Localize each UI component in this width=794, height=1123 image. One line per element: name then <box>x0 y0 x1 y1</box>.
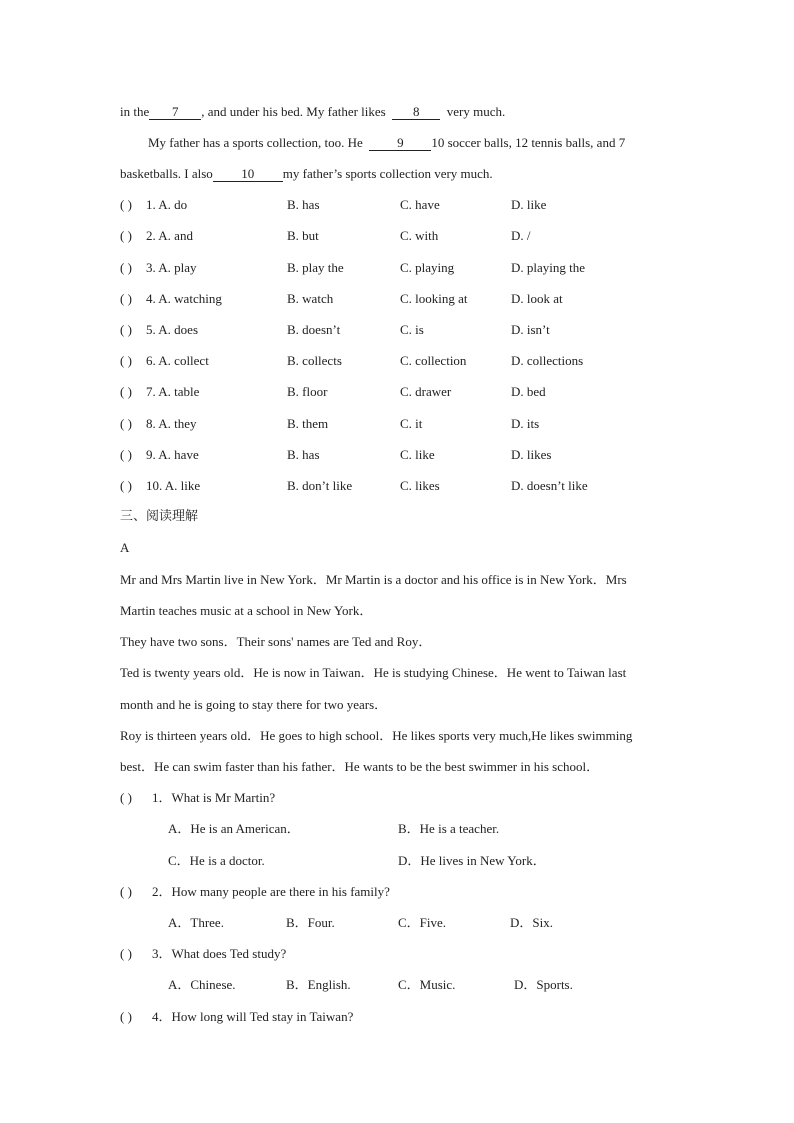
question-stem: 1．What is Mr Martin? <box>152 790 276 805</box>
option-c: C．He is a doctor. <box>168 853 265 868</box>
passage-line: They have two sons．Their sons' names are Ted and Roy． <box>120 634 432 649</box>
passage-line: month and he is going to stay there for two years． <box>120 697 388 712</box>
option-b: B．He is a teacher. <box>398 821 500 836</box>
option-a: 4. A. watching <box>146 291 222 306</box>
passage-line: Mr and Mrs Martin live in New York．Mr Martin is a doctor and his office is in New York．Mrs <box>120 572 627 587</box>
option-c: C. likes <box>400 478 440 493</box>
option-a: 6. A. collect <box>146 353 209 368</box>
text: my father’s sports collection very much. <box>282 166 493 181</box>
option-a: 10. A. like <box>146 478 201 493</box>
option-b: B. doesn’t <box>287 322 341 337</box>
text: in the <box>120 104 150 119</box>
option-a: 7. A. table <box>146 384 200 399</box>
option-a: 1. A. do <box>146 197 188 212</box>
answer-paren[interactable]: ( ) <box>120 447 132 462</box>
text: , and under his bed. My father likes <box>201 104 386 119</box>
option-c: C. drawer <box>400 384 452 399</box>
blank-9[interactable]: 9 <box>369 136 431 151</box>
text: 10 soccer balls, 12 tennis balls, and 7 <box>431 135 626 150</box>
answer-paren[interactable]: ( ) <box>120 260 132 275</box>
answer-paren[interactable]: ( ) <box>120 790 132 805</box>
text: My father has a sports collection, too. He <box>148 135 363 150</box>
option-d: D．He lives in New York． <box>398 853 546 868</box>
option-b: B. has <box>287 447 320 462</box>
passage-line: Ted is twenty years old．He is now in Taiwan．He is studying Chinese．He went to Taiwan last <box>120 665 627 680</box>
option-a: A．He is an American． <box>168 821 300 836</box>
option-b: B．English. <box>286 977 351 992</box>
answer-paren[interactable]: ( ) <box>120 946 132 961</box>
option-c: C. looking at <box>400 291 468 306</box>
question-stem: 4．How long will Ted stay in Taiwan? <box>152 1009 354 1024</box>
option-c: C. like <box>400 447 435 462</box>
option-c: C．Five. <box>398 915 447 930</box>
option-d: D. isn’t <box>511 322 550 337</box>
option-b: B. but <box>287 228 319 243</box>
passage-line: best．He can swim faster than his father．He wants to be the best swimmer in his school． <box>120 759 600 774</box>
option-d: D. bed <box>511 384 546 399</box>
text: basketballs. I also <box>120 166 213 181</box>
answer-paren[interactable]: ( ) <box>120 884 132 899</box>
option-a: 5. A. does <box>146 322 198 337</box>
answer-paren[interactable]: ( ) <box>120 353 132 368</box>
answer-paren[interactable]: ( ) <box>120 478 132 493</box>
option-b: B. collects <box>287 353 342 368</box>
answer-paren[interactable]: ( ) <box>120 228 132 243</box>
option-a: A．Three. <box>168 915 224 930</box>
passage-line: Roy is thirteen years old．He goes to high school．He likes sports very much,He likes swimming <box>120 728 633 743</box>
blank-8[interactable]: 8 <box>392 105 440 120</box>
option-d: D. its <box>511 416 540 431</box>
answer-paren[interactable]: ( ) <box>120 197 132 212</box>
option-c: C. is <box>400 322 424 337</box>
option-d: D. playing the <box>511 260 586 275</box>
passage-line: Martin teaches music at a school in New York． <box>120 603 373 618</box>
option-b: B. don’t like <box>287 478 353 493</box>
option-a: 2. A. and <box>146 228 193 243</box>
text: very much. <box>446 104 506 119</box>
option-d: D. / <box>511 228 531 243</box>
blank-7[interactable]: 7 <box>149 105 201 120</box>
option-b: B. play the <box>287 260 344 275</box>
answer-paren[interactable]: ( ) <box>120 291 132 306</box>
option-d: D. collections <box>511 353 584 368</box>
answer-paren[interactable]: ( ) <box>120 1009 132 1024</box>
option-c: C. have <box>400 197 440 212</box>
option-a: 9. A. have <box>146 447 199 462</box>
blank-10[interactable]: 10 <box>213 167 283 182</box>
option-d: D. doesn’t like <box>511 478 588 493</box>
cloze-line-1 <box>120 104 505 120</box>
answer-paren[interactable]: ( ) <box>120 416 132 431</box>
option-d: D. like <box>511 197 547 212</box>
option-d: D．Six. <box>510 915 553 930</box>
part-label: A <box>120 540 130 555</box>
option-a: 8. A. they <box>146 416 197 431</box>
option-c: C. collection <box>400 353 467 368</box>
option-b: B. has <box>287 197 320 212</box>
option-d: D．Sports. <box>514 977 573 992</box>
option-c: C．Music. <box>398 977 456 992</box>
option-d: D. look at <box>511 291 563 306</box>
option-c: C. it <box>400 416 423 431</box>
option-b: B. them <box>287 416 329 431</box>
section-heading: 三、阅读理解 <box>120 509 199 524</box>
option-b: B. watch <box>287 291 334 306</box>
question-stem: 2．How many people are there in his family? <box>152 884 390 899</box>
option-c: C. playing <box>400 260 455 275</box>
option-b: B. floor <box>287 384 328 399</box>
question-stem: 3．What does Ted study? <box>152 946 287 961</box>
option-a: A．Chinese. <box>168 977 236 992</box>
cloze-line-2 <box>148 135 625 151</box>
option-a: 3. A. play <box>146 260 197 275</box>
answer-paren[interactable]: ( ) <box>120 384 132 399</box>
cloze-line-3 <box>120 166 493 182</box>
option-c: C. with <box>400 228 439 243</box>
answer-paren[interactable]: ( ) <box>120 322 132 337</box>
option-d: D. likes <box>511 447 552 462</box>
option-b: B．Four. <box>286 915 335 930</box>
